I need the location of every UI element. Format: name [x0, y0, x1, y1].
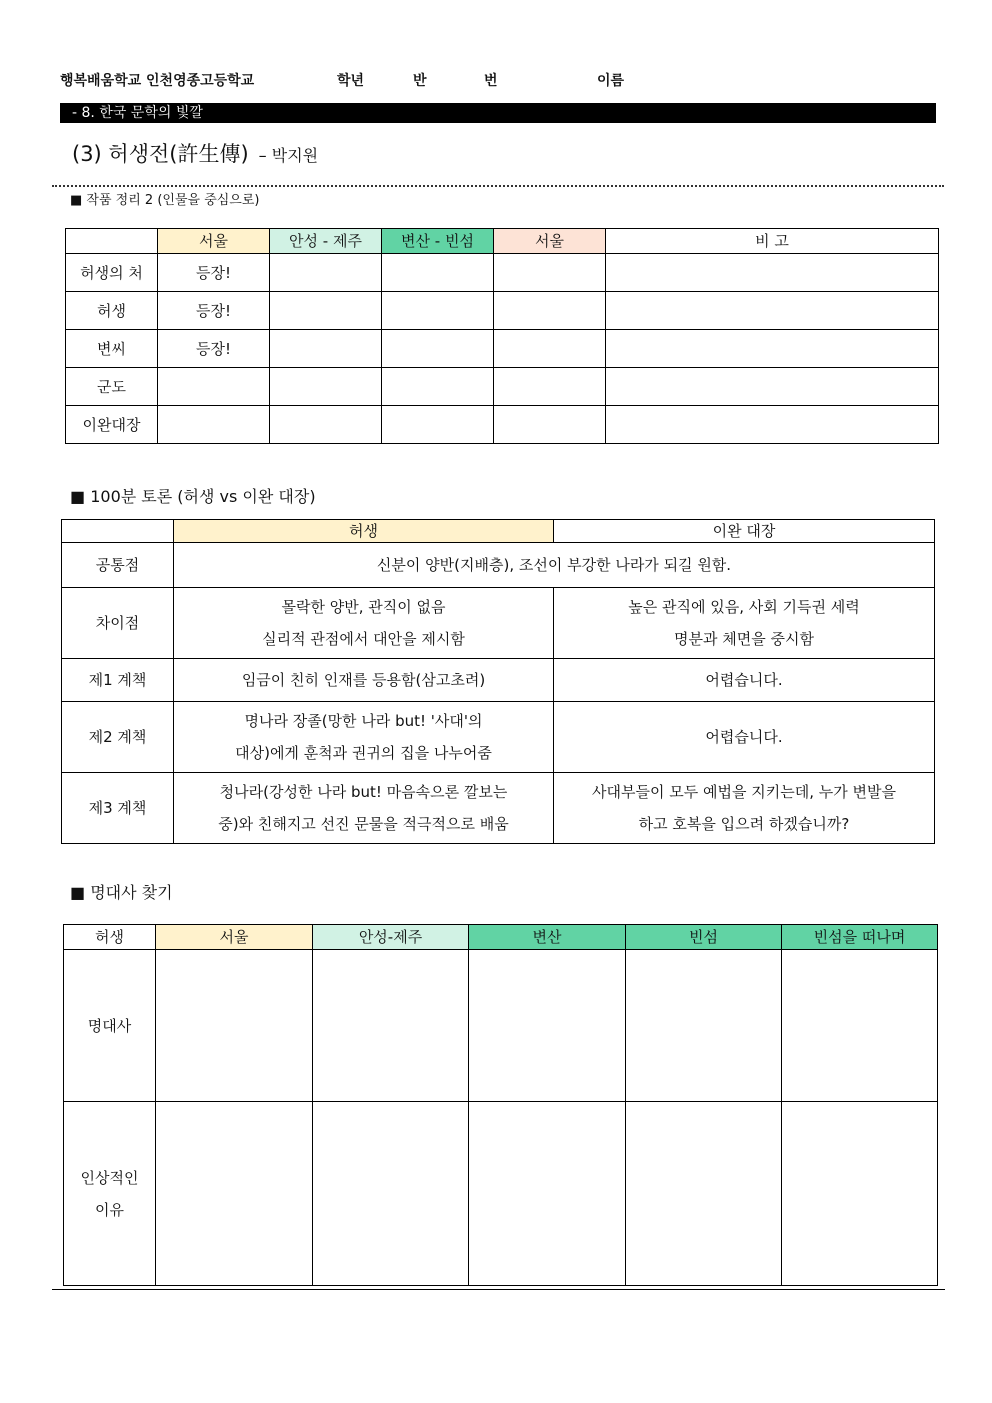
- answer-cell[interactable]: [626, 1102, 782, 1286]
- table-cell[interactable]: [158, 368, 270, 406]
- header-cell: 서울: [158, 229, 270, 254]
- row-label: 제2 계책: [62, 702, 174, 773]
- name-label: 이름: [597, 73, 625, 89]
- famous-quotes-table: [63, 924, 938, 1286]
- answer-cell[interactable]: [469, 1102, 626, 1286]
- section-heading-quotes: ■ 명대사 찾기: [70, 883, 173, 902]
- section-heading-summary: ■ 작품 정리 2 (인물을 중심으로): [70, 193, 260, 208]
- class-label: 반: [413, 73, 427, 89]
- table-cell: 임금이 친히 인재를 등용함(삼고초려): [174, 659, 554, 702]
- debate-table: [61, 519, 935, 844]
- cell-line: 대상)에게 훈척과 권귀의 집을 나누어줌: [235, 744, 492, 762]
- table-header-row: [64, 925, 938, 950]
- row-label-line: 이유: [95, 1200, 124, 1219]
- table-row: [66, 368, 939, 406]
- row-label: 제1 계책: [62, 659, 174, 702]
- common-cell: 신분이 양반(지배층), 조선이 부강한 나라가 되길 원함.: [174, 543, 935, 588]
- header-cell: 서울: [156, 925, 313, 950]
- row-label: 허생의 처: [66, 254, 158, 292]
- row-label: 차이점: [62, 588, 174, 659]
- subtitle-author: – 박지원: [258, 146, 319, 165]
- table-cell[interactable]: [606, 368, 939, 406]
- table-row: [62, 702, 935, 773]
- header-cell: 빈섬을 떠나며: [782, 925, 938, 950]
- answer-cell[interactable]: [626, 950, 782, 1102]
- header-cell: 안성-제주: [313, 925, 469, 950]
- table-cell[interactable]: [494, 330, 606, 368]
- table-cell: 어렵습니다.: [554, 659, 935, 702]
- table-row: [62, 659, 935, 702]
- row-label: [64, 1102, 156, 1286]
- cell-line: 사대부들이 모두 예법을 지키는데, 누가 변발을: [592, 783, 896, 801]
- table-cell[interactable]: [494, 292, 606, 330]
- row-label-line: 인상적인: [80, 1168, 139, 1187]
- unit-bar: [60, 103, 936, 123]
- cell-line: 높은 관직에 있음, 사회 기득권 세력: [628, 598, 860, 616]
- header-cell: 변산 - 빈섬: [382, 229, 494, 254]
- page-header: [60, 70, 940, 92]
- row-label: 허생: [66, 292, 158, 330]
- table-row: [66, 330, 939, 368]
- cell-line: 청나라(강성한 나라 but! 마음속으론 깔보는: [219, 783, 508, 801]
- table-cell[interactable]: [606, 254, 939, 292]
- cell-line: 하고 호복을 입으려 하겠습니까?: [638, 815, 850, 833]
- answer-cell[interactable]: [156, 1102, 313, 1286]
- header-cell: 안성 - 제주: [270, 229, 382, 254]
- table-cell: [554, 588, 935, 659]
- table-cell: [174, 702, 554, 773]
- table-cell[interactable]: [270, 406, 382, 444]
- header-cell-heosaeng: 허생: [174, 520, 554, 543]
- table-cell[interactable]: [158, 406, 270, 444]
- table-cell: [174, 588, 554, 659]
- table-row: [66, 406, 939, 444]
- dotted-divider: [52, 185, 944, 187]
- answer-cell[interactable]: [313, 950, 469, 1102]
- school-name: 행복배움학교 인천영종고등학교: [60, 73, 255, 89]
- table-cell[interactable]: [606, 330, 939, 368]
- header-cell: 허생: [64, 925, 156, 950]
- row-label: 이완대장: [66, 406, 158, 444]
- cell-line: 몰락한 양반, 관직이 없음: [281, 598, 446, 616]
- table-cell[interactable]: [270, 254, 382, 292]
- table-header-row: [62, 520, 935, 543]
- bottom-rule: [52, 1289, 945, 1290]
- row-label: 군도: [66, 368, 158, 406]
- answer-cell[interactable]: [156, 950, 313, 1102]
- cell-line: 명나라 장졸(망한 나라 but! '사대'의: [244, 712, 483, 730]
- table-cell: [554, 773, 935, 844]
- unit-bar-text: - 8. 한국 문학의 빛깔: [72, 105, 203, 121]
- answer-cell[interactable]: [313, 1102, 469, 1286]
- header-cell-iwan: 이완 대장: [554, 520, 935, 543]
- table-row: [62, 588, 935, 659]
- table-cell[interactable]: [494, 254, 606, 292]
- row-label: 공통점: [62, 543, 174, 588]
- table-row: [62, 773, 935, 844]
- table-cell[interactable]: [606, 406, 939, 444]
- table-row: [64, 1102, 938, 1286]
- cell-line: 실리적 관점에서 대안을 제시함: [262, 630, 465, 648]
- page-title: [72, 138, 318, 168]
- table-cell: 등장!: [158, 330, 270, 368]
- answer-cell[interactable]: [469, 950, 626, 1102]
- table-cell[interactable]: [382, 254, 494, 292]
- header-cell: 변산: [469, 925, 626, 950]
- row-label: 제3 계책: [62, 773, 174, 844]
- table-cell[interactable]: [382, 368, 494, 406]
- title-text: (3) 허생전(許生傳): [72, 142, 249, 166]
- table-cell[interactable]: [270, 368, 382, 406]
- table-cell[interactable]: [270, 330, 382, 368]
- section-heading-debate: ■ 100분 토론 (허생 vs 이완 대장): [70, 487, 316, 506]
- header-cell: [66, 229, 158, 254]
- row-label: 명대사: [64, 950, 156, 1102]
- answer-cell[interactable]: [782, 950, 938, 1102]
- table-row: [62, 543, 935, 588]
- answer-cell[interactable]: [782, 1102, 938, 1286]
- header-cell: 서울: [494, 229, 606, 254]
- table-cell: [174, 773, 554, 844]
- number-label: 번: [484, 73, 498, 89]
- row-label: 변씨: [66, 330, 158, 368]
- table-cell: 등장!: [158, 254, 270, 292]
- table-cell[interactable]: [494, 368, 606, 406]
- header-cell: 빈섬: [626, 925, 782, 950]
- table-cell: 어렵습니다.: [554, 702, 935, 773]
- table-cell[interactable]: [494, 406, 606, 444]
- table-cell[interactable]: [270, 292, 382, 330]
- table-row: [66, 292, 939, 330]
- header-cell: 비 고: [606, 229, 939, 254]
- table-cell[interactable]: [382, 406, 494, 444]
- table-row: [64, 950, 938, 1102]
- character-summary-table: [65, 228, 939, 444]
- table-cell[interactable]: [382, 330, 494, 368]
- table-cell[interactable]: [382, 292, 494, 330]
- table-cell: 등장!: [158, 292, 270, 330]
- table-cell[interactable]: [606, 292, 939, 330]
- table-row: [66, 254, 939, 292]
- cell-line: 중)와 친해지고 선진 문물을 적극적으로 배움: [218, 815, 509, 833]
- header-cell: [62, 520, 174, 543]
- cell-line: 명분과 체면을 중시함: [674, 630, 814, 648]
- table-header-row: [66, 229, 939, 254]
- grade-label: 학년: [337, 73, 365, 89]
